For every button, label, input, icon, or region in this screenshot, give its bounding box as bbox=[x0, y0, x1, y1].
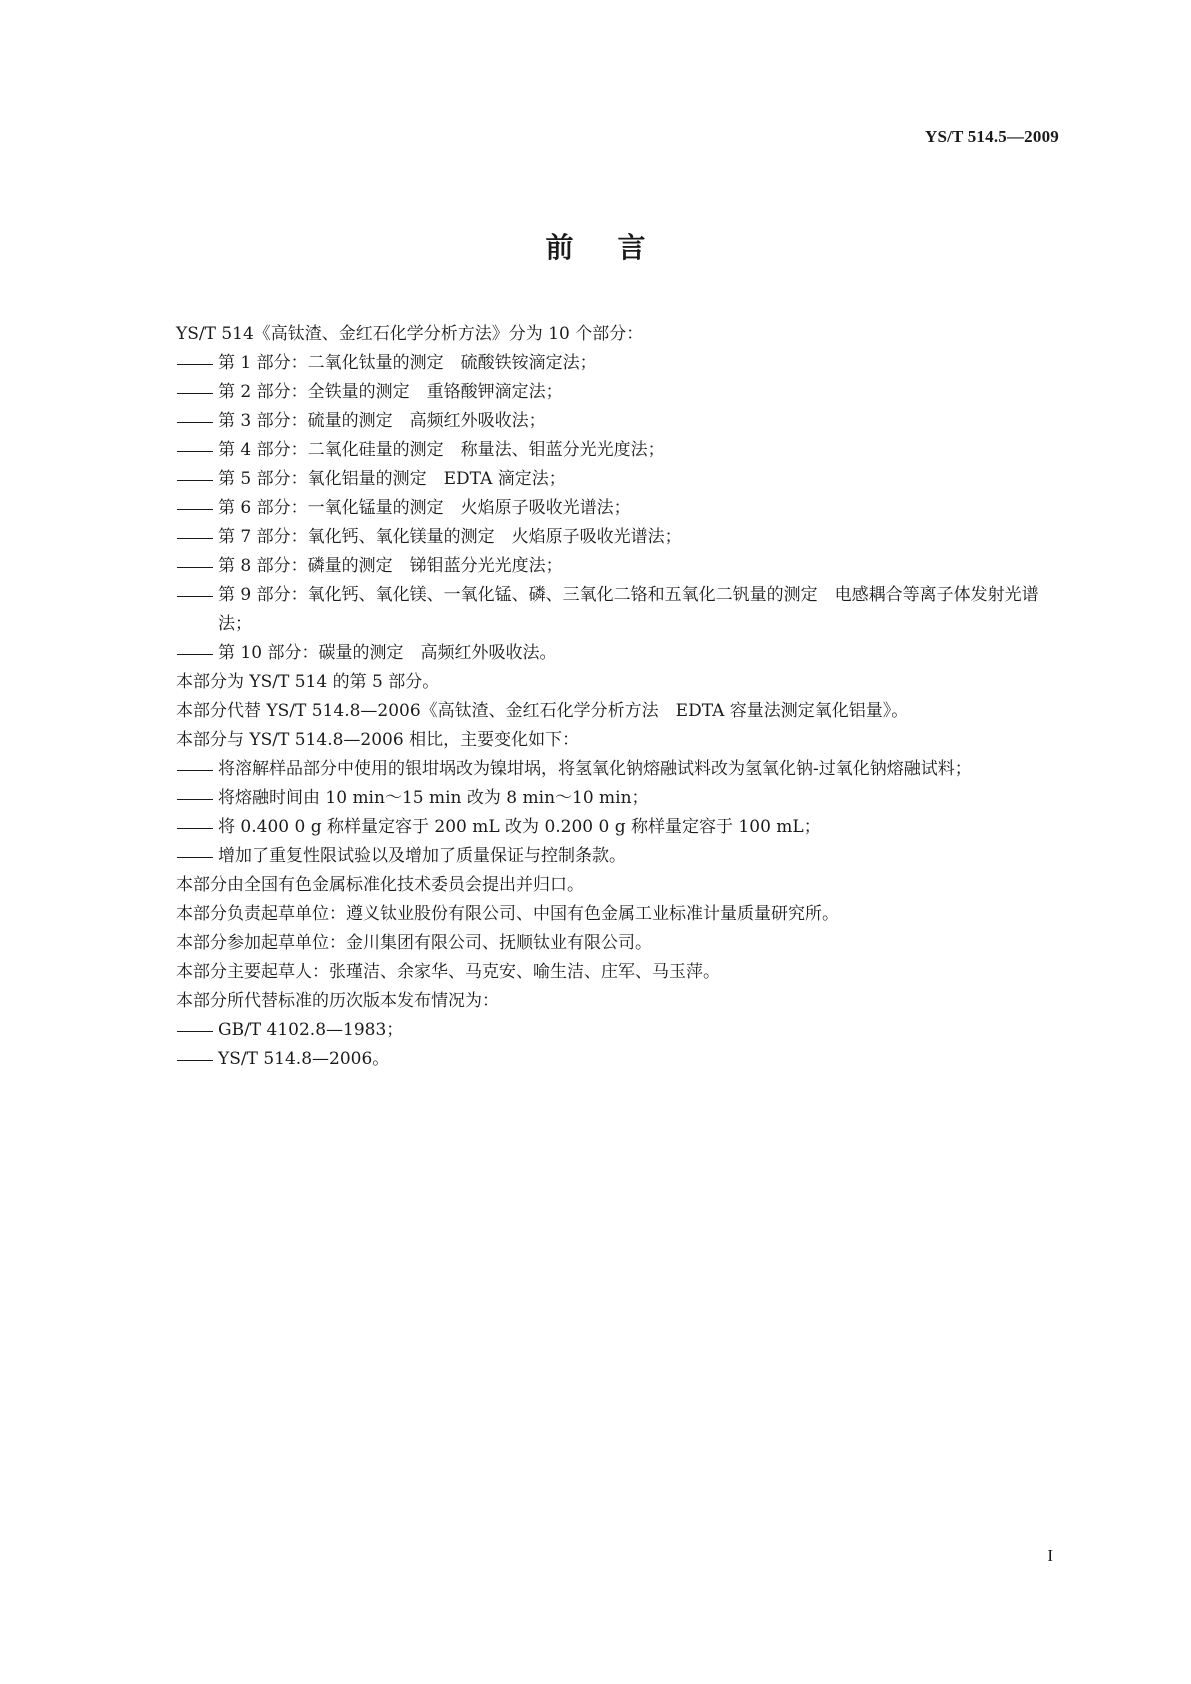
list-item-text: 第 4 部分：二氧化硅量的测定 称量法、钼蓝分光光度法； bbox=[218, 440, 665, 460]
list-item-text: 第 5 部分：氧化铝量的测定 EDTA 滴定法； bbox=[218, 469, 566, 489]
change-item bbox=[176, 784, 1056, 813]
list-item-text: 第 8 部分：磷量的测定 锑钼蓝分光光度法； bbox=[218, 556, 563, 576]
list-item-text: 第 10 部分：碳量的测定 高频红外吸收法。 bbox=[218, 643, 557, 663]
page-title: 前言 bbox=[545, 231, 690, 264]
change-item bbox=[176, 842, 1056, 871]
change-item-text: 将溶解样品部分中使用的银坩埚改为镍坩埚，将氢氧化钠熔融试料改为氢氧化钠-过氧化钠熔融试料； bbox=[218, 759, 972, 779]
proposed-by: 本部分由全国有色金属标准化技术委员会提出并归口。 bbox=[176, 875, 584, 895]
list-item bbox=[176, 523, 1056, 552]
this-part-statement: 本部分为 YS/T 514 的第 5 部分。 bbox=[176, 672, 440, 692]
replaces-statement: 本部分代替 YS/T 514.8—2006《高钛渣、金红石化学分析方法 EDTA 容量法测定氧化铝量》。 bbox=[176, 701, 909, 721]
history-item bbox=[176, 1016, 1056, 1045]
list-item bbox=[176, 494, 1056, 523]
history-intro: 本部分所代替标准的历次版本发布情况为： bbox=[176, 991, 499, 1011]
list-item bbox=[176, 639, 1056, 668]
history-item-text: YS/T 514.8—2006。 bbox=[218, 1049, 390, 1069]
change-item bbox=[176, 813, 1056, 842]
list-item-text: 第 2 部分：全铁量的测定 重铬酸钾滴定法； bbox=[218, 382, 563, 402]
change-item-text: 将 0.400 0 g 称样量定容于 200 mL 改为 0.200 0 g 称样量定容于 100 mL； bbox=[218, 817, 821, 837]
history-item-text: GB/T 4102.8—1983； bbox=[218, 1020, 404, 1040]
changes-intro: 本部分与 YS/T 514.8—2006 相比，主要变化如下： bbox=[176, 730, 580, 750]
intro-paragraph: YS/T 514《高钛渣、金红石化学分析方法》分为 10 个部分： bbox=[176, 324, 644, 344]
standard-code: YS/T 514.5—2009 bbox=[925, 127, 1059, 146]
list-item bbox=[176, 436, 1056, 465]
list-item bbox=[176, 407, 1056, 436]
list-item-text: 第 3 部分：硫量的测定 高频红外吸收法； bbox=[218, 411, 546, 431]
change-item-text: 将熔融时间由 10 min～15 min 改为 8 min～10 min； bbox=[218, 788, 649, 808]
foreword-body bbox=[176, 320, 1056, 1074]
list-item-text: 第 9 部分：氧化钙、氧化镁、一氧化锰、磷、三氧化二铬和五氧化二钒量的测定 电感耦合等离子体发射光谱法； bbox=[218, 585, 1039, 634]
drafting-unit: 本部分负责起草单位：遵义钛业股份有限公司、中国有色金属工业标准计量质量研究所。 bbox=[176, 904, 839, 924]
list-item bbox=[176, 378, 1056, 407]
list-item bbox=[176, 552, 1056, 581]
list-item-text: 第 6 部分：一氧化锰量的测定 火焰原子吸收光谱法； bbox=[218, 498, 631, 518]
change-item-text: 增加了重复性限试验以及增加了质量保证与控制条款。 bbox=[218, 846, 626, 866]
drafters: 本部分主要起草人：张瑾洁、余家华、马克安、喻生洁、庄军、马玉萍。 bbox=[176, 962, 720, 982]
list-item bbox=[176, 465, 1056, 494]
list-item-text: 第 7 部分：氧化钙、氧化镁量的测定 火焰原子吸收光谱法； bbox=[218, 527, 682, 547]
participating-units: 本部分参加起草单位：金川集团有限公司、抚顺钛业有限公司。 bbox=[176, 933, 652, 953]
change-item bbox=[176, 755, 1056, 784]
list-item bbox=[176, 349, 1056, 378]
list-item bbox=[176, 581, 1056, 639]
history-item bbox=[176, 1045, 1056, 1074]
list-item-text: 第 1 部分：二氧化钛量的测定 硫酸铁铵滴定法； bbox=[218, 353, 597, 373]
page-number: I bbox=[1047, 1546, 1053, 1565]
